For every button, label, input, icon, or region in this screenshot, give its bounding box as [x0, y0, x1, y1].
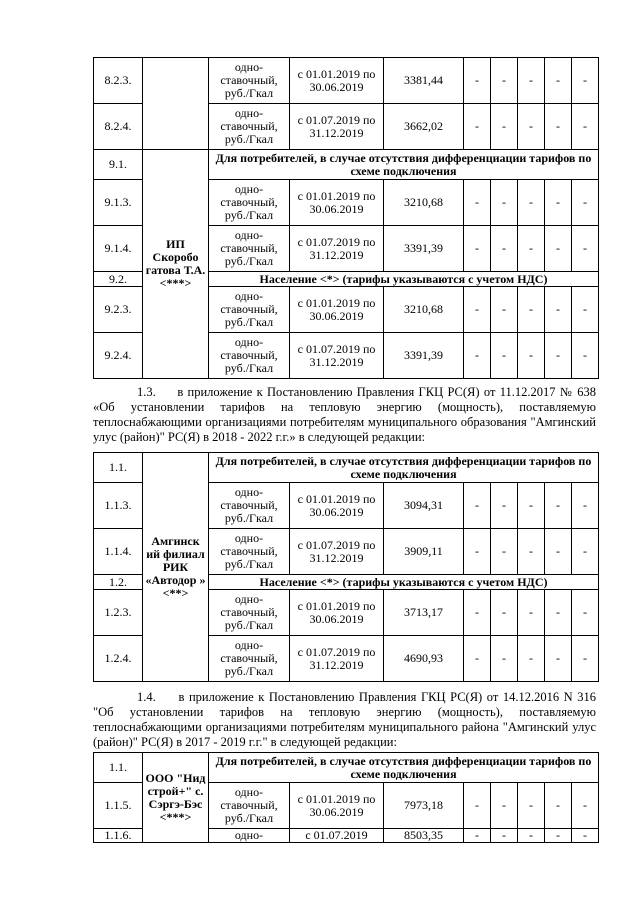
empty-value-dash: - — [464, 333, 491, 379]
tariff-unit: одно-ставочный, руб./Гкал — [209, 180, 290, 226]
table-row — [94, 753, 599, 783]
row-number: 1.1. — [94, 453, 143, 483]
tariff-table-3 — [93, 752, 599, 843]
tariff-period: с 01.07.2019 по 31.12.2019 — [290, 333, 384, 379]
tariff-unit: одно-ставочный, руб./Гкал — [209, 104, 290, 150]
empty-value-dash: - — [464, 226, 491, 272]
tariff-period: с 01.01.2019 по 30.06.2019 — [290, 287, 384, 333]
paragraph-1-4 — [93, 690, 596, 750]
row-number: 1.2.3. — [94, 590, 143, 636]
tariff-value: 3662,02 — [384, 104, 464, 150]
row-number: 9.1. — [94, 150, 143, 180]
row-number: 9.1.3. — [94, 180, 143, 226]
empty-value-dash: - — [491, 483, 518, 529]
tariff-period: с 01.07.2019 по 31.12.2019 — [290, 636, 384, 682]
row-number: 1.2. — [94, 575, 143, 590]
empty-value-dash: - — [545, 483, 572, 529]
empty-value-dash: - — [491, 226, 518, 272]
empty-value-dash: - — [491, 58, 518, 104]
empty-value-dash: - — [518, 180, 545, 226]
tariff-period: с 01.07.2019 по 31.12.2019 — [290, 529, 384, 575]
row-number: 9.1.4. — [94, 226, 143, 272]
empty-value-dash: - — [491, 529, 518, 575]
paragraph-number: 1.4. — [137, 690, 156, 704]
empty-value-dash: - — [545, 287, 572, 333]
tariff-period: с 01.01.2019 по 30.06.2019 — [290, 483, 384, 529]
tariff-period: с 01.07.2019 — [290, 829, 384, 843]
empty-value-dash: - — [545, 529, 572, 575]
empty-value-dash: - — [491, 333, 518, 379]
empty-value-dash: - — [572, 783, 599, 829]
tariff-value: 3391,39 — [384, 333, 464, 379]
empty-value-dash: - — [572, 104, 599, 150]
row-number: 1.1.6. — [94, 829, 143, 843]
empty-value-dash: - — [491, 783, 518, 829]
paragraph-text: в приложение к Постановлению Правления ГКЦ РС(Я) от 14.12.2016 N 316 "Об установлении тарифов на тепловую энергию (мощность), поставляемую теплоснабжающими организациями потребителям муниципального района "Амгинский улус (район)" РС(Я) в 2017 - 2019 г.г." в следующей редакции: — [93, 690, 596, 749]
tariff-period: с 01.07.2019 по 31.12.2019 — [290, 104, 384, 150]
empty-value-dash: - — [518, 333, 545, 379]
paragraph-1-3 — [93, 385, 596, 445]
section-heading: Население <*> (тарифы указываются с учетом НДС) — [209, 272, 599, 287]
empty-value-dash: - — [545, 590, 572, 636]
tariff-unit: одно-ставочный, руб./Гкал — [209, 529, 290, 575]
empty-value-dash: - — [464, 783, 491, 829]
empty-value-dash: - — [545, 636, 572, 682]
empty-value-dash: - — [491, 636, 518, 682]
empty-value-dash: - — [545, 180, 572, 226]
tariff-period: с 01.07.2019 по 31.12.2019 — [290, 226, 384, 272]
empty-value-dash: - — [518, 590, 545, 636]
empty-value-dash: - — [464, 483, 491, 529]
organization-name: ИП Скоробо гатова Т.А. <***> — [143, 150, 209, 379]
organization-name: ООО "Нид строй+" с. Сэргэ-Бэс <***> — [143, 753, 209, 843]
empty-value-dash: - — [545, 226, 572, 272]
empty-value-dash: - — [518, 829, 545, 843]
empty-value-dash: - — [491, 829, 518, 843]
tariff-value: 3713,17 — [384, 590, 464, 636]
section-heading: Для потребителей, в случае отсутствия дифференциации тарифов по схеме подключения — [209, 453, 599, 483]
tariff-unit: одно-ставочный, руб./Гкал — [209, 58, 290, 104]
row-number: 8.2.4. — [94, 104, 143, 150]
empty-value-dash: - — [572, 333, 599, 379]
row-number: 1.2.4. — [94, 636, 143, 682]
tariff-unit: одно-ставочный, руб./Гкал — [209, 333, 290, 379]
tariff-period: с 01.01.2019 по 30.06.2019 — [290, 180, 384, 226]
tariff-unit: одно-ставочный, руб./Гкал — [209, 483, 290, 529]
row-number: 9.2. — [94, 272, 143, 287]
empty-value-dash: - — [464, 590, 491, 636]
table-row — [94, 58, 599, 104]
row-number: 1.1.5. — [94, 783, 143, 829]
empty-value-dash: - — [545, 333, 572, 379]
tariff-period: с 01.01.2019 по 30.06.2019 — [290, 590, 384, 636]
row-number: 9.2.4. — [94, 333, 143, 379]
tariff-value: 3094,31 — [384, 483, 464, 529]
tariff-unit: одно-ставочный, руб./Гкал — [209, 590, 290, 636]
empty-value-dash: - — [491, 104, 518, 150]
tariff-unit: одно-ставочный, руб./Гкал — [209, 226, 290, 272]
empty-value-dash: - — [572, 483, 599, 529]
empty-value-dash: - — [518, 226, 545, 272]
tariff-value: 3391,39 — [384, 226, 464, 272]
tariff-value: 8503,35 — [384, 829, 464, 843]
empty-value-dash: - — [572, 58, 599, 104]
tariff-value: 4690,93 — [384, 636, 464, 682]
empty-value-dash: - — [464, 636, 491, 682]
tariff-period: с 01.01.2019 по 30.06.2019 — [290, 783, 384, 829]
empty-value-dash: - — [545, 783, 572, 829]
empty-value-dash: - — [491, 590, 518, 636]
empty-value-dash: - — [545, 829, 572, 843]
tariff-table-1 — [93, 57, 599, 379]
section-heading: Для потребителей, в случае отсутствия дифференциации тарифов по схеме подключения — [209, 150, 599, 180]
row-number: 9.2.3. — [94, 287, 143, 333]
empty-value-dash: - — [518, 483, 545, 529]
empty-value-dash: - — [518, 58, 545, 104]
row-number: 1.1.4. — [94, 529, 143, 575]
organization-name: Амгинск ий филиал РИК «Автодор » <**> — [143, 453, 209, 682]
paragraph-number: 1.3. — [137, 385, 156, 399]
table-row — [94, 453, 599, 483]
tariff-value: 3381,44 — [384, 58, 464, 104]
tariff-value: 3909,11 — [384, 529, 464, 575]
tariff-value: 7973,18 — [384, 783, 464, 829]
tariff-value: 3210,68 — [384, 180, 464, 226]
paragraph-text: в приложение к Постановлению Правления ГКЦ РС(Я) от 11.12.2017 № 638 «Об установлении тарифов на тепловую энергию (мощность), поставляемую теплоснабжающими организациями потребителям муниципального образования "Амгинский улус (район)" РС(Я) в 2018 - 2022 г.г.» в следующей редакции: — [93, 385, 597, 444]
empty-value-dash: - — [518, 104, 545, 150]
empty-value-dash: - — [491, 287, 518, 333]
table-row — [94, 150, 599, 180]
empty-value-dash: - — [572, 287, 599, 333]
empty-value-dash: - — [464, 104, 491, 150]
tariff-unit: одно-ставочный, руб./Гкал — [209, 636, 290, 682]
empty-value-dash: - — [464, 529, 491, 575]
row-number: 8.2.3. — [94, 58, 143, 104]
row-number: 1.1. — [94, 753, 143, 783]
empty-value-dash: - — [572, 636, 599, 682]
tariff-period: с 01.01.2019 по 30.06.2019 — [290, 58, 384, 104]
empty-value-dash: - — [464, 58, 491, 104]
empty-value-dash: - — [545, 104, 572, 150]
empty-value-dash: - — [572, 829, 599, 843]
row-number: 1.1.3. — [94, 483, 143, 529]
empty-value-dash: - — [518, 287, 545, 333]
tariff-unit: одно- — [209, 829, 290, 843]
tariff-unit: одно-ставочный, руб./Гкал — [209, 783, 290, 829]
empty-value-dash: - — [572, 529, 599, 575]
empty-value-dash: - — [518, 636, 545, 682]
empty-value-dash: - — [572, 226, 599, 272]
empty-value-dash: - — [464, 180, 491, 226]
empty-value-dash: - — [464, 829, 491, 843]
tariff-table-2 — [93, 452, 599, 682]
tariff-unit: одно-ставочный, руб./Гкал — [209, 287, 290, 333]
empty-value-dash: - — [572, 180, 599, 226]
empty-value-dash: - — [518, 529, 545, 575]
tariff-value: 3210,68 — [384, 287, 464, 333]
organization-cell-empty — [143, 58, 209, 150]
section-heading: Для потребителей, в случае отсутствия дифференциации тарифов по схеме подключения — [209, 753, 599, 783]
empty-value-dash: - — [572, 590, 599, 636]
empty-value-dash: - — [491, 180, 518, 226]
empty-value-dash: - — [464, 287, 491, 333]
empty-value-dash: - — [518, 783, 545, 829]
empty-value-dash: - — [545, 58, 572, 104]
section-heading: Население <*> (тарифы указываются с учетом НДС) — [209, 575, 599, 590]
